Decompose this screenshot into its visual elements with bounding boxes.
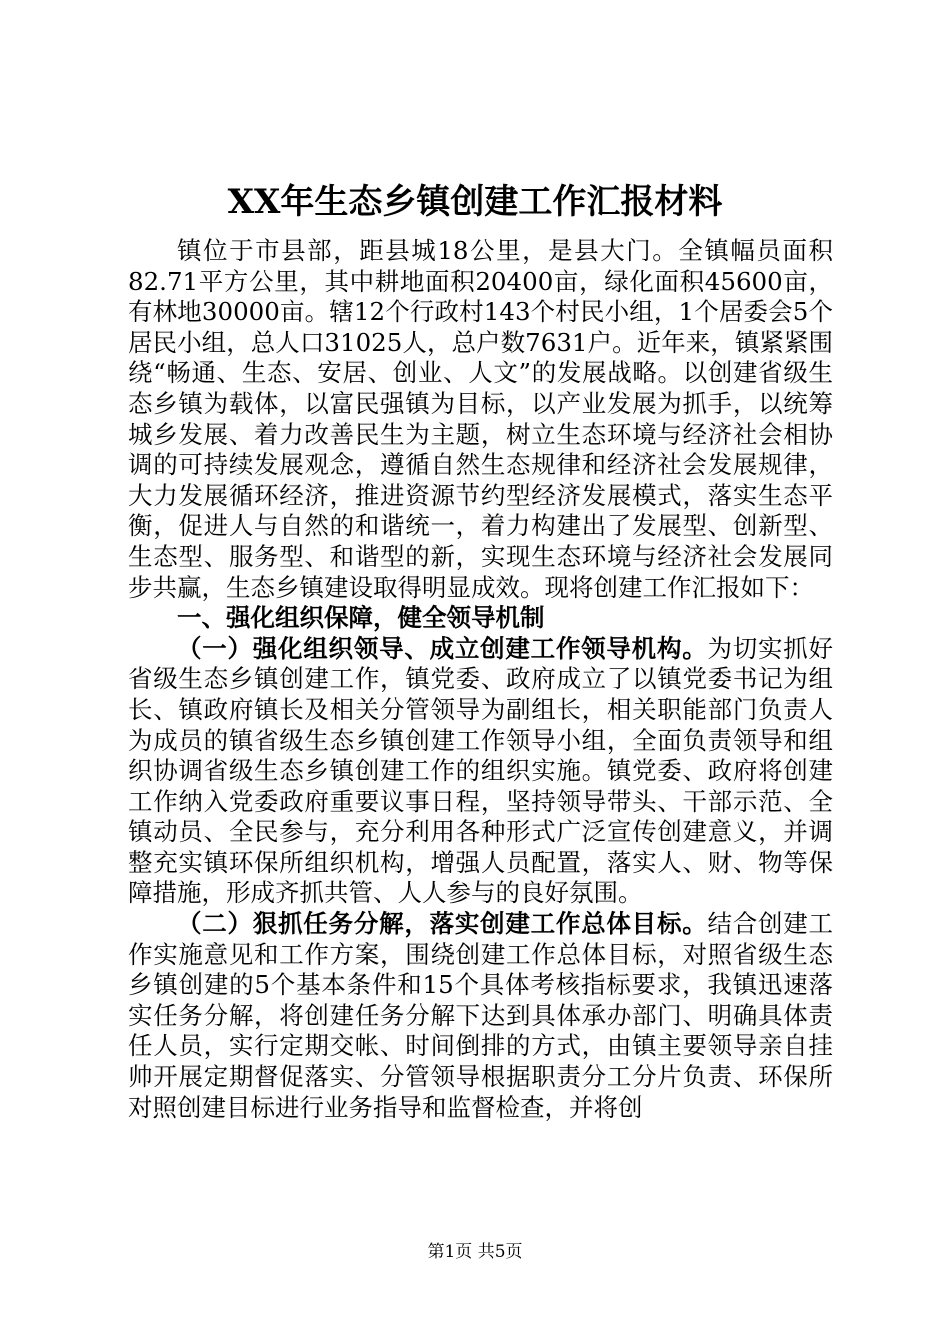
section-heading: 一、强化组织保障，健全领导机制	[177, 603, 545, 633]
subsection-2-heading: （二）狠抓任务分解，落实创建工作总体目标。	[177, 909, 708, 939]
subsection-2-paragraph	[128, 909, 833, 1123]
subsection-1-paragraph	[128, 634, 833, 909]
intro-paragraph: 镇位于市县部，距县城18公里，是县大门。全镇幅员面积82.71平方公里，其中耕地面积20400亩，绿化面积45600亩，有林地30000亩。辖12个行政村143个村民小组，1个居委会5个居民小组，总人口31025人，总户数7631户。近年来，镇紧紧围绕“畅通、生态、安居、创业、人文”的发展战略。以创建省级生态乡镇为载体，以富民强镇为目标，以产业发展为抓手，以统筹城乡发展、着力改善民生为主题，树立生态环境与经济社会相协调的可持续发展观念，遵循自然生态规律和经济社会发展规律，大力发展循环经济，推进资源节约型经济发展模式，落实生态平衡，促进人与自然的和谐统一，着力构建出了发展型、创新型、生态型、服务型、和谐型的新，实现生态环境与经济社会发展同步共赢，生态乡镇建设取得明显成效。现将创建工作汇报如下：	[128, 236, 833, 602]
subsection-1-heading: （一）强化组织领导、成立创建工作领导机构。	[177, 633, 708, 663]
subsection-2-text: 结合创建工作实施意见和工作方案，围绕创建工作总体目标，对照省级生态乡镇创建的5个基本条件和15个具体考核指标要求，我镇迅速落实任务分解，将创建任务分解下达到具体承办部门、明确具体责任人员，实行定期交帐、时间倒排的方式，由镇主要领导亲自挂帅开展定期督促落实、分管领导根据职责分工分片负责、环保所对照创建目标进行业务指导和监督检查，并将创	[128, 909, 834, 1122]
page-footer: 第1页 共5页	[427, 1242, 523, 1262]
subsection-1-text: 为切实抓好省级生态乡镇创建工作，镇党委、政府成立了以镇党委书记为组长、镇政府镇长及相关分管领导为副组长，相关职能部门负责人为成员的镇省级生态乡镇创建工作领导小组，全面负责领导和组织协调省级生态乡镇创建工作的组织实施。镇党委、政府将创建工作纳入党委政府重要议事日程，坚持领导带头、干部示范、全镇动员、全民参与，充分利用各种形式广泛宣传创建意义，并调整充实镇环保所组织机构，增强人员配置，落实人、财、物等保障措施，形成齐抓共管、人人参与的良好氛围。	[128, 633, 834, 908]
document-title: XX年生态乡镇创建工作汇报材料	[227, 182, 723, 222]
document-body	[128, 236, 833, 1123]
